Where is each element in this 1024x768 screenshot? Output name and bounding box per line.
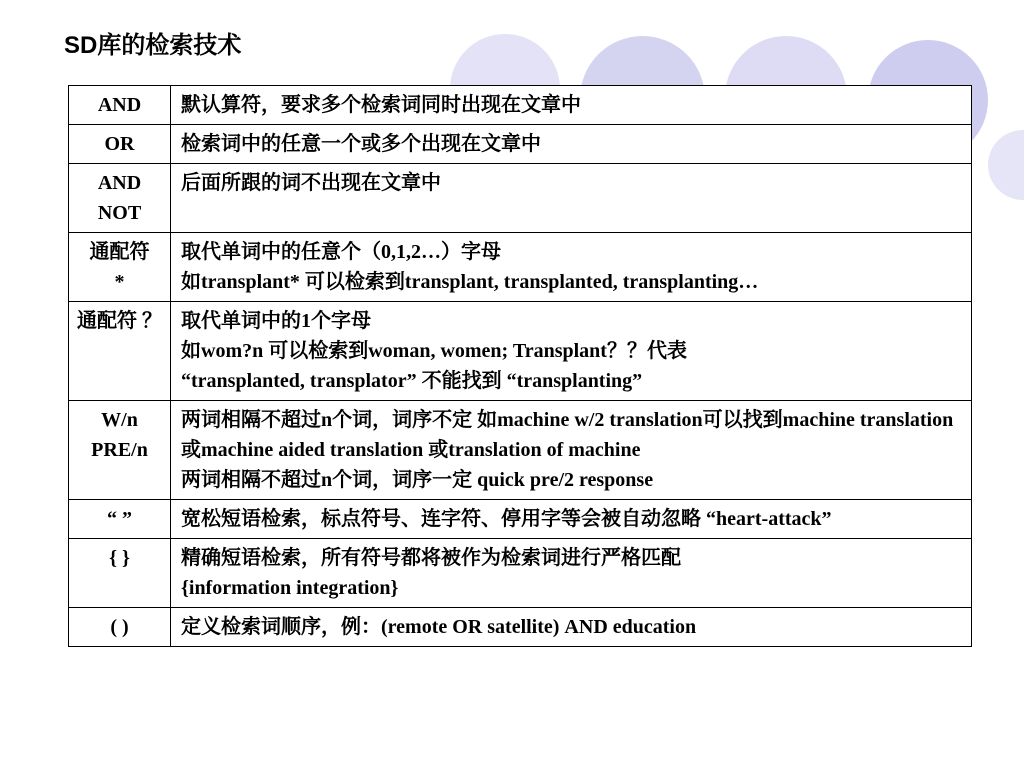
- table-row: [69, 125, 972, 164]
- table-row: [69, 233, 972, 302]
- description-text: 默认算符，要求多个检索词同时出现在文章中: [181, 94, 581, 116]
- description-cell: [171, 302, 972, 401]
- decorative-circle: [988, 130, 1024, 200]
- operator-text: AND: [97, 94, 142, 116]
- description-cell: [171, 233, 972, 302]
- operator-cell: [69, 86, 171, 125]
- description-cell: [171, 164, 972, 233]
- description-text: 两词相隔不超过n个词，词序一定 quick pre/2 response: [181, 469, 654, 491]
- operator-cell: [69, 539, 171, 608]
- operator-text: { }: [109, 547, 130, 569]
- description-text: “transplanted, transplator” 不能找到 “transplanting”: [181, 370, 643, 392]
- table-row: [69, 401, 972, 500]
- description-text: 如transplant* 可以检索到transplant, transplanted, transplanting…: [181, 271, 759, 293]
- operator-cell: [69, 125, 171, 164]
- operator-text: W/n: [101, 409, 138, 431]
- operator-cell: [69, 401, 171, 500]
- operator-text: ( ): [110, 616, 129, 638]
- operator-text: OR: [104, 133, 135, 155]
- operator-text: AND: [97, 172, 142, 194]
- description-text: 两词相隔不超过n个词，词序不定 如machine w/2 translation可以找到machine translation 或machine aided translation 或translation of machine: [181, 409, 954, 461]
- operator-cell: [69, 608, 171, 647]
- table-row: [69, 164, 972, 233]
- description-cell: [171, 125, 972, 164]
- description-text: 取代单词中的任意个（0,1,2…）字母: [181, 241, 501, 263]
- description-text: 定义检索词顺序，例：(remote OR satellite) AND education: [181, 616, 697, 638]
- operators-table: [68, 85, 972, 647]
- description-cell: [171, 608, 972, 647]
- description-cell: [171, 500, 972, 539]
- operator-cell: [69, 500, 171, 539]
- description-cell: [171, 539, 972, 608]
- operator-cell: [69, 302, 171, 401]
- description-text: 取代单词中的1个字母: [181, 310, 371, 332]
- description-cell: [171, 401, 972, 500]
- slide-title: SD库的检索技术: [64, 32, 242, 59]
- table-row: [69, 500, 972, 539]
- operator-cell: [69, 233, 171, 302]
- operator-text: NOT: [97, 202, 142, 224]
- description-text: 宽松短语检索，标点符号、连字符、停用字等会被自动忽略 “heart-attack”: [181, 508, 832, 530]
- operator-text: *: [114, 271, 125, 293]
- operator-text: PRE/n: [91, 439, 148, 461]
- description-text: 后面所跟的词不出现在文章中: [181, 172, 441, 194]
- operator-text: “ ”: [107, 508, 132, 530]
- operator-text: 通配符 ？: [77, 310, 162, 332]
- description-text: 精确短语检索，所有符号都将被作为检索词进行严格匹配: [181, 547, 681, 569]
- description-text: 检索词中的任意一个或多个出现在文章中: [181, 133, 541, 155]
- description-cell: [171, 86, 972, 125]
- operator-text: 通配符: [89, 241, 150, 263]
- table-row: [69, 608, 972, 647]
- table-row: [69, 302, 972, 401]
- description-text: {information integration}: [181, 577, 399, 599]
- description-text: 如wom?n 可以检索到woman, women; Transplant？？代表: [181, 340, 687, 362]
- operator-cell: [69, 164, 171, 233]
- table-row: [69, 86, 972, 125]
- table-row: [69, 539, 972, 608]
